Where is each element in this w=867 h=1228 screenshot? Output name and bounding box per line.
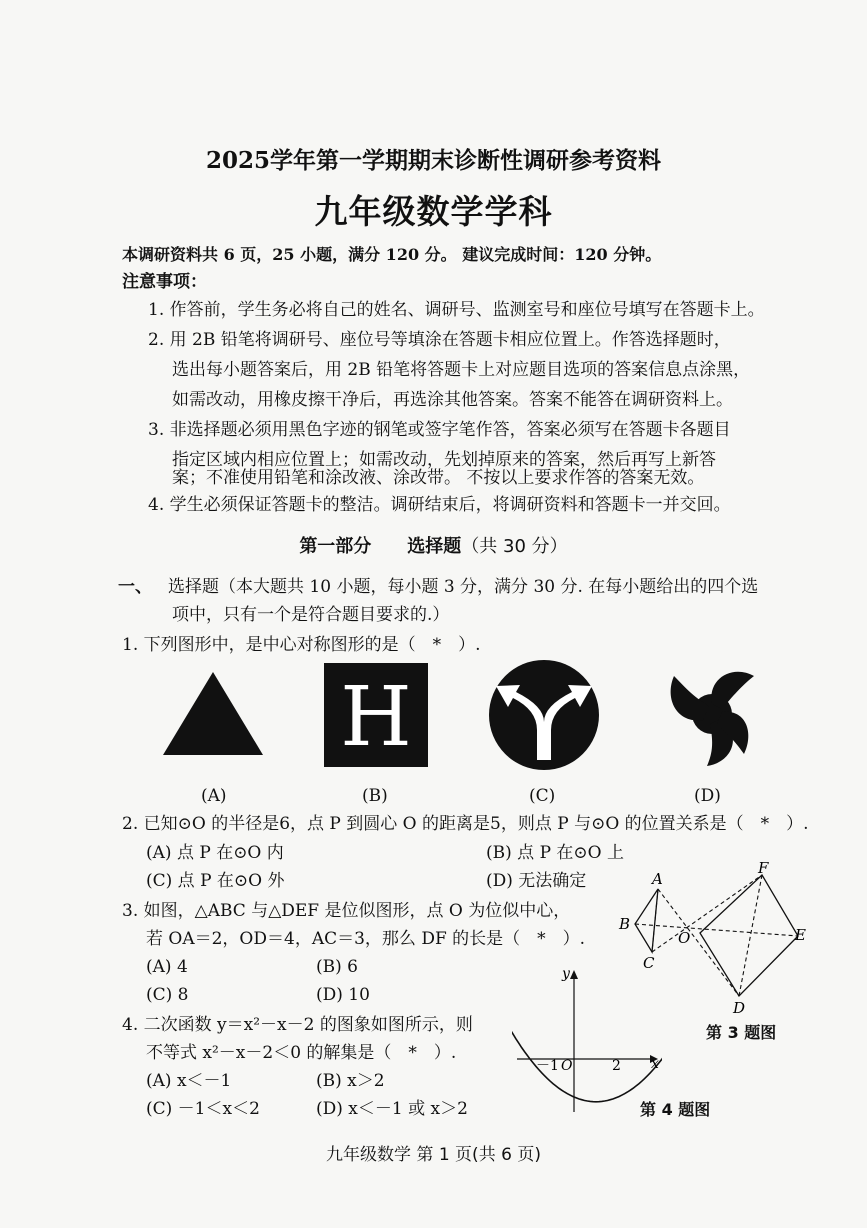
right-root-label: 2 <box>612 1058 621 1074</box>
q2-option-b: (B) 点 P 在⊙O 上 <box>486 843 624 863</box>
part-instruction-1: 选择题（本大题共 10 小题，每小题 3 分，满分 30 分. 在每小题给出的四个选 <box>168 577 759 597</box>
q3-option-d: (D) 10 <box>316 985 370 1005</box>
q4-option-c: (C) －1＜x＜2 <box>146 1099 260 1119</box>
h-letter: H <box>340 670 412 765</box>
q2-option-d: (D) 无法确定 <box>486 871 587 891</box>
point-a: A <box>652 870 663 888</box>
left-root-label: －1 <box>536 1058 559 1074</box>
triangle-figure <box>163 672 263 755</box>
point-f: F <box>758 859 769 877</box>
q3-stem-2: 若 OA＝2，OD＝4，AC＝3，那么 DF 的长是（ * ）. <box>146 929 586 949</box>
pinwheel-figure <box>671 672 754 766</box>
q3-option-a: (A) 4 <box>146 957 188 977</box>
section-heading <box>0 532 867 558</box>
note-line: 指定区域内相应位置上；如需改动，先划掉原来的答案，然后再写上新答 <box>172 450 716 470</box>
point-d: D <box>733 999 746 1017</box>
point-o: O <box>678 929 691 947</box>
part-instruction-2: 项中，只有一个是符合题目要求的.） <box>172 605 450 625</box>
exam-info: 本调研资料共 6 页，25 小题，满分 120 分。 建议完成时间：120 分钟。 <box>122 245 662 264</box>
note-line: 2. 用 2B 铅笔将调研号、座位号等填涂在答题卡相应位置上。作答选择题时， <box>148 330 731 350</box>
note-line: 如需改动，用橡皮擦干净后，再选涂其他答案。答案不能答在调研资料上。 <box>172 390 733 410</box>
point-e: E <box>795 926 806 944</box>
section-title: 第一部分 选择题 <box>299 536 462 557</box>
note-line: 选出每小题答案后，用 2B 铅笔将答题卡上对应题目选项的答案信息点涂黑， <box>172 360 751 380</box>
page-footer: 九年级数学 第 1 页(共 6 页) <box>326 1145 541 1165</box>
note-line: 3. 非选择题必须用黑色字迹的钢笔或签字笔作答，答案必须写在答题卡各题目 <box>148 420 731 440</box>
q1-label-a: (A) <box>201 786 227 806</box>
q2-stem: 2. 已知⊙O 的半径是6，点 P 到圆心 O 的距离是5，则点 P 与⊙O 的位置关系是（ * ）. <box>122 814 809 834</box>
note-line: 1. 作答前，学生务必将自己的姓名、调研号、监测室号和座位号填写在答题卡上。 <box>148 300 765 320</box>
q1-figures <box>140 660 780 780</box>
q3-option-b: (B) 6 <box>316 957 358 977</box>
q1-label-b: (B) <box>362 786 388 806</box>
q1-label-c: (C) <box>529 786 556 806</box>
parabola-curve <box>512 1030 662 1102</box>
y-axis-label: y <box>562 966 570 982</box>
fork-arrow-figure <box>489 660 599 770</box>
x-axis-label: x <box>651 1056 659 1072</box>
part-label: 一、 <box>118 577 152 597</box>
q1-label-d: (D) <box>694 786 721 806</box>
origin-label: O <box>561 1058 573 1074</box>
q3-caption: 第 3 题图 <box>706 1023 777 1042</box>
q1-stem: 1. 下列图形中，是中心对称图形的是（ * ）. <box>122 635 481 655</box>
doc-title: 2025学年第一学期期末诊断性调研参考资料 <box>205 147 661 174</box>
note-line: 4. 学生必须保证答题卡的整洁。调研结束后，将调研资料和答题卡一并交回。 <box>148 495 731 515</box>
q2-option-c: (C) 点 P 在⊙O 外 <box>146 871 285 891</box>
q4-stem-2: 不等式 x²－x－2＜0 的解集是（ * ）. <box>146 1043 457 1063</box>
q4-caption: 第 4 题图 <box>640 1100 711 1119</box>
q4-stem-1: 4. 二次函数 y＝x²－x－2 的图象如图所示，则 <box>122 1015 473 1035</box>
q4-option-a: (A) x＜－1 <box>146 1071 232 1091</box>
notes-heading: 注意事项： <box>122 272 207 292</box>
subject-title: 九年级数学学科 <box>314 192 553 231</box>
q2-option-a: (A) 点 P 在⊙O 内 <box>146 843 284 863</box>
q4-option-d: (D) x＜－1 或 x＞2 <box>316 1099 468 1119</box>
q3-stem-1: 3. 如图，△ABC 与△DEF 是位似图形，点 O 为位似中心， <box>122 901 571 921</box>
point-c: C <box>643 954 655 972</box>
note-line: 案；不准使用铅笔和涂改液、涂改带。 不按以上要求作答的答案无效。 <box>172 468 705 488</box>
point-b: B <box>619 915 631 933</box>
q4-option-b: (B) x＞2 <box>316 1071 385 1091</box>
q3-option-c: (C) 8 <box>146 985 189 1005</box>
section-points: （共 30 分） <box>461 536 568 557</box>
